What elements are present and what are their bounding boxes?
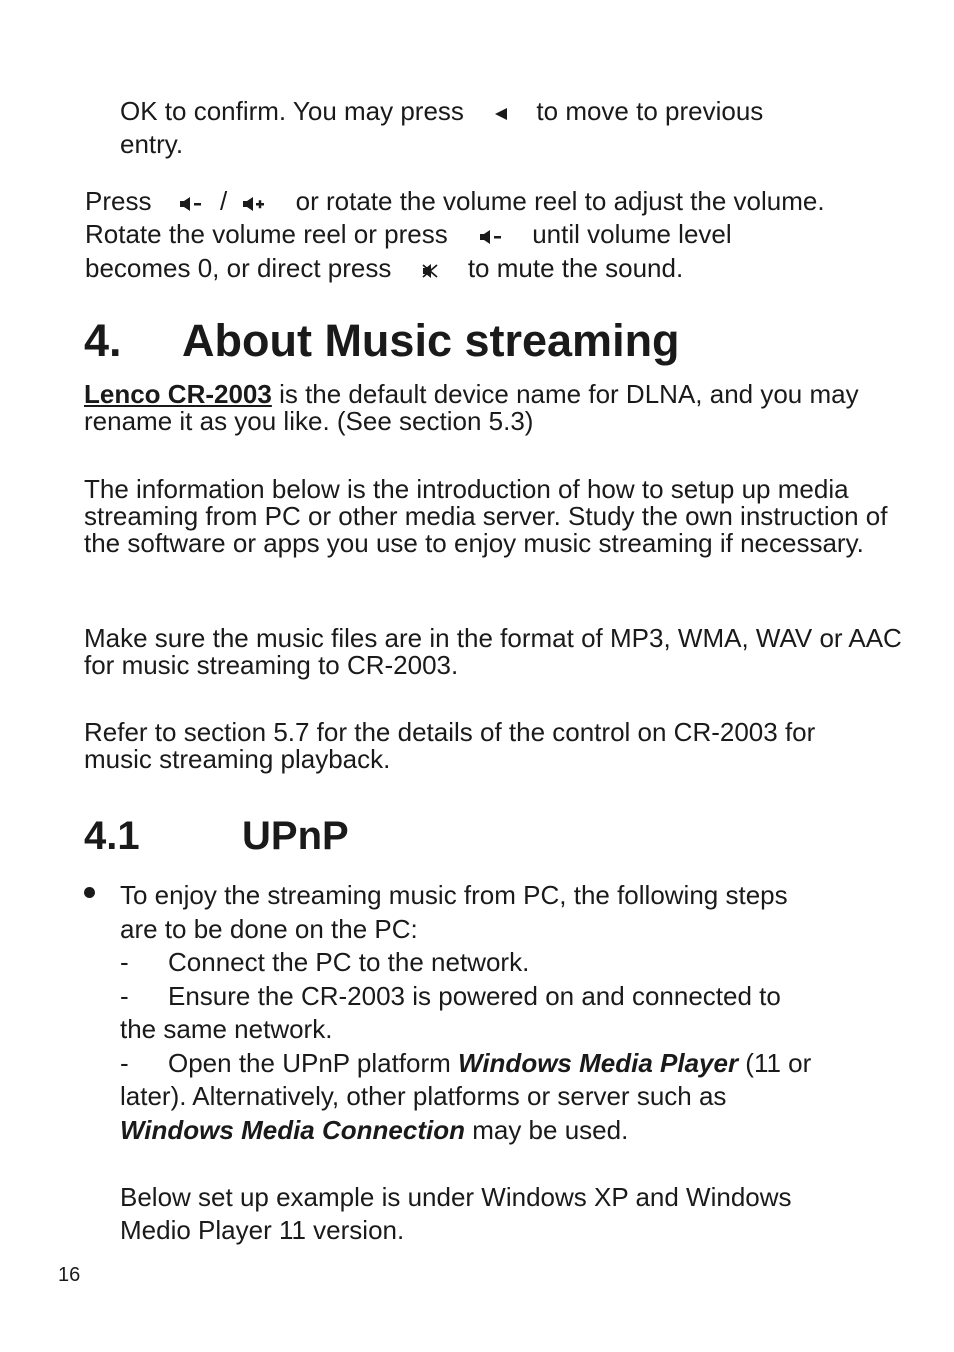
bullet-line-2: are to be done on the PC:: [120, 914, 418, 944]
section-4-1-title: UPnP: [242, 814, 349, 858]
bullet-line-1: To enjoy the streaming music from PC, the following steps: [120, 880, 788, 910]
volume-text: Press: [85, 186, 152, 216]
paragraph-text: is the default device name for DLNA, and you may rename it as you like. (See section 5.3): [84, 379, 859, 436]
section-4-1-number: 4.1: [84, 814, 140, 858]
step-1: Connect the PC to the network.: [168, 947, 530, 977]
step-3-line-2: later). Alternatively, other platforms or server such as: [120, 1081, 727, 1111]
step-dash: -: [120, 981, 129, 1011]
step-3-line-1: [168, 1048, 811, 1078]
vol-up-icon: [242, 188, 268, 218]
volume-text: to mute the sound.: [467, 253, 684, 283]
volume-line-2: [85, 219, 732, 251]
section-4-paragraph-2: The information below is the introduction of how to setup up media streaming from PC or other media server. Study the own instruction of the software or apps you use to enjoy music streaming if necessary.: [84, 474, 888, 558]
step-3-line-3: [120, 1115, 628, 1145]
volume-line-1: [85, 186, 825, 218]
software-name: Windows Media Connection: [120, 1115, 465, 1145]
volume-text: Rotate the volume reel or press: [85, 219, 448, 249]
note-line-1: Below set up example is under Windows XP and Windows: [120, 1182, 792, 1212]
top-line-1: [120, 96, 763, 128]
step-text: (11 or: [738, 1048, 812, 1078]
section-4-paragraph-3: Make sure the music files are in the format of MP3, WMA, WAV or AAC for music streaming to CR-2003.: [84, 623, 902, 680]
vol-down-icon: [179, 188, 205, 218]
mute-icon: [421, 255, 439, 285]
section-4-title: About Music streaming: [182, 315, 680, 366]
bullet-dot: [84, 887, 95, 898]
step-dash: -: [120, 1048, 129, 1078]
volume-separator: /: [219, 186, 228, 216]
step-text: may be used.: [464, 1115, 629, 1145]
top-line-2: entry.: [120, 129, 184, 159]
section-4-number: 4.: [84, 315, 122, 366]
step-2-line-1: Ensure the CR-2003 is powered on and connected to: [168, 981, 781, 1011]
device-name: Lenco CR-2003: [84, 379, 272, 409]
top-text-b: to move to previous: [536, 96, 764, 126]
step-2-line-2: the same network.: [120, 1014, 333, 1044]
software-name: Windows Media Player: [458, 1048, 739, 1078]
section-4-paragraph-4: Refer to section 5.7 for the details of the control on CR-2003 for music streaming playback.: [84, 717, 816, 774]
left-triangle-icon: [493, 98, 509, 128]
top-text-a: OK to confirm. You may press: [120, 96, 464, 126]
page-number: 16: [58, 1264, 81, 1286]
step-dash: -: [120, 947, 129, 977]
volume-text: until volume level: [532, 219, 732, 249]
vol-down-icon: [479, 221, 505, 251]
section-4-paragraph-1: [84, 381, 904, 435]
volume-text: becomes 0, or direct press: [85, 253, 392, 283]
step-text: Open the UPnP platform: [168, 1048, 459, 1078]
volume-text: or rotate the volume reel to adjust the volume.: [295, 186, 825, 216]
note-line-2: Medio Player 11 version.: [120, 1215, 405, 1245]
volume-line-3: [85, 253, 683, 285]
